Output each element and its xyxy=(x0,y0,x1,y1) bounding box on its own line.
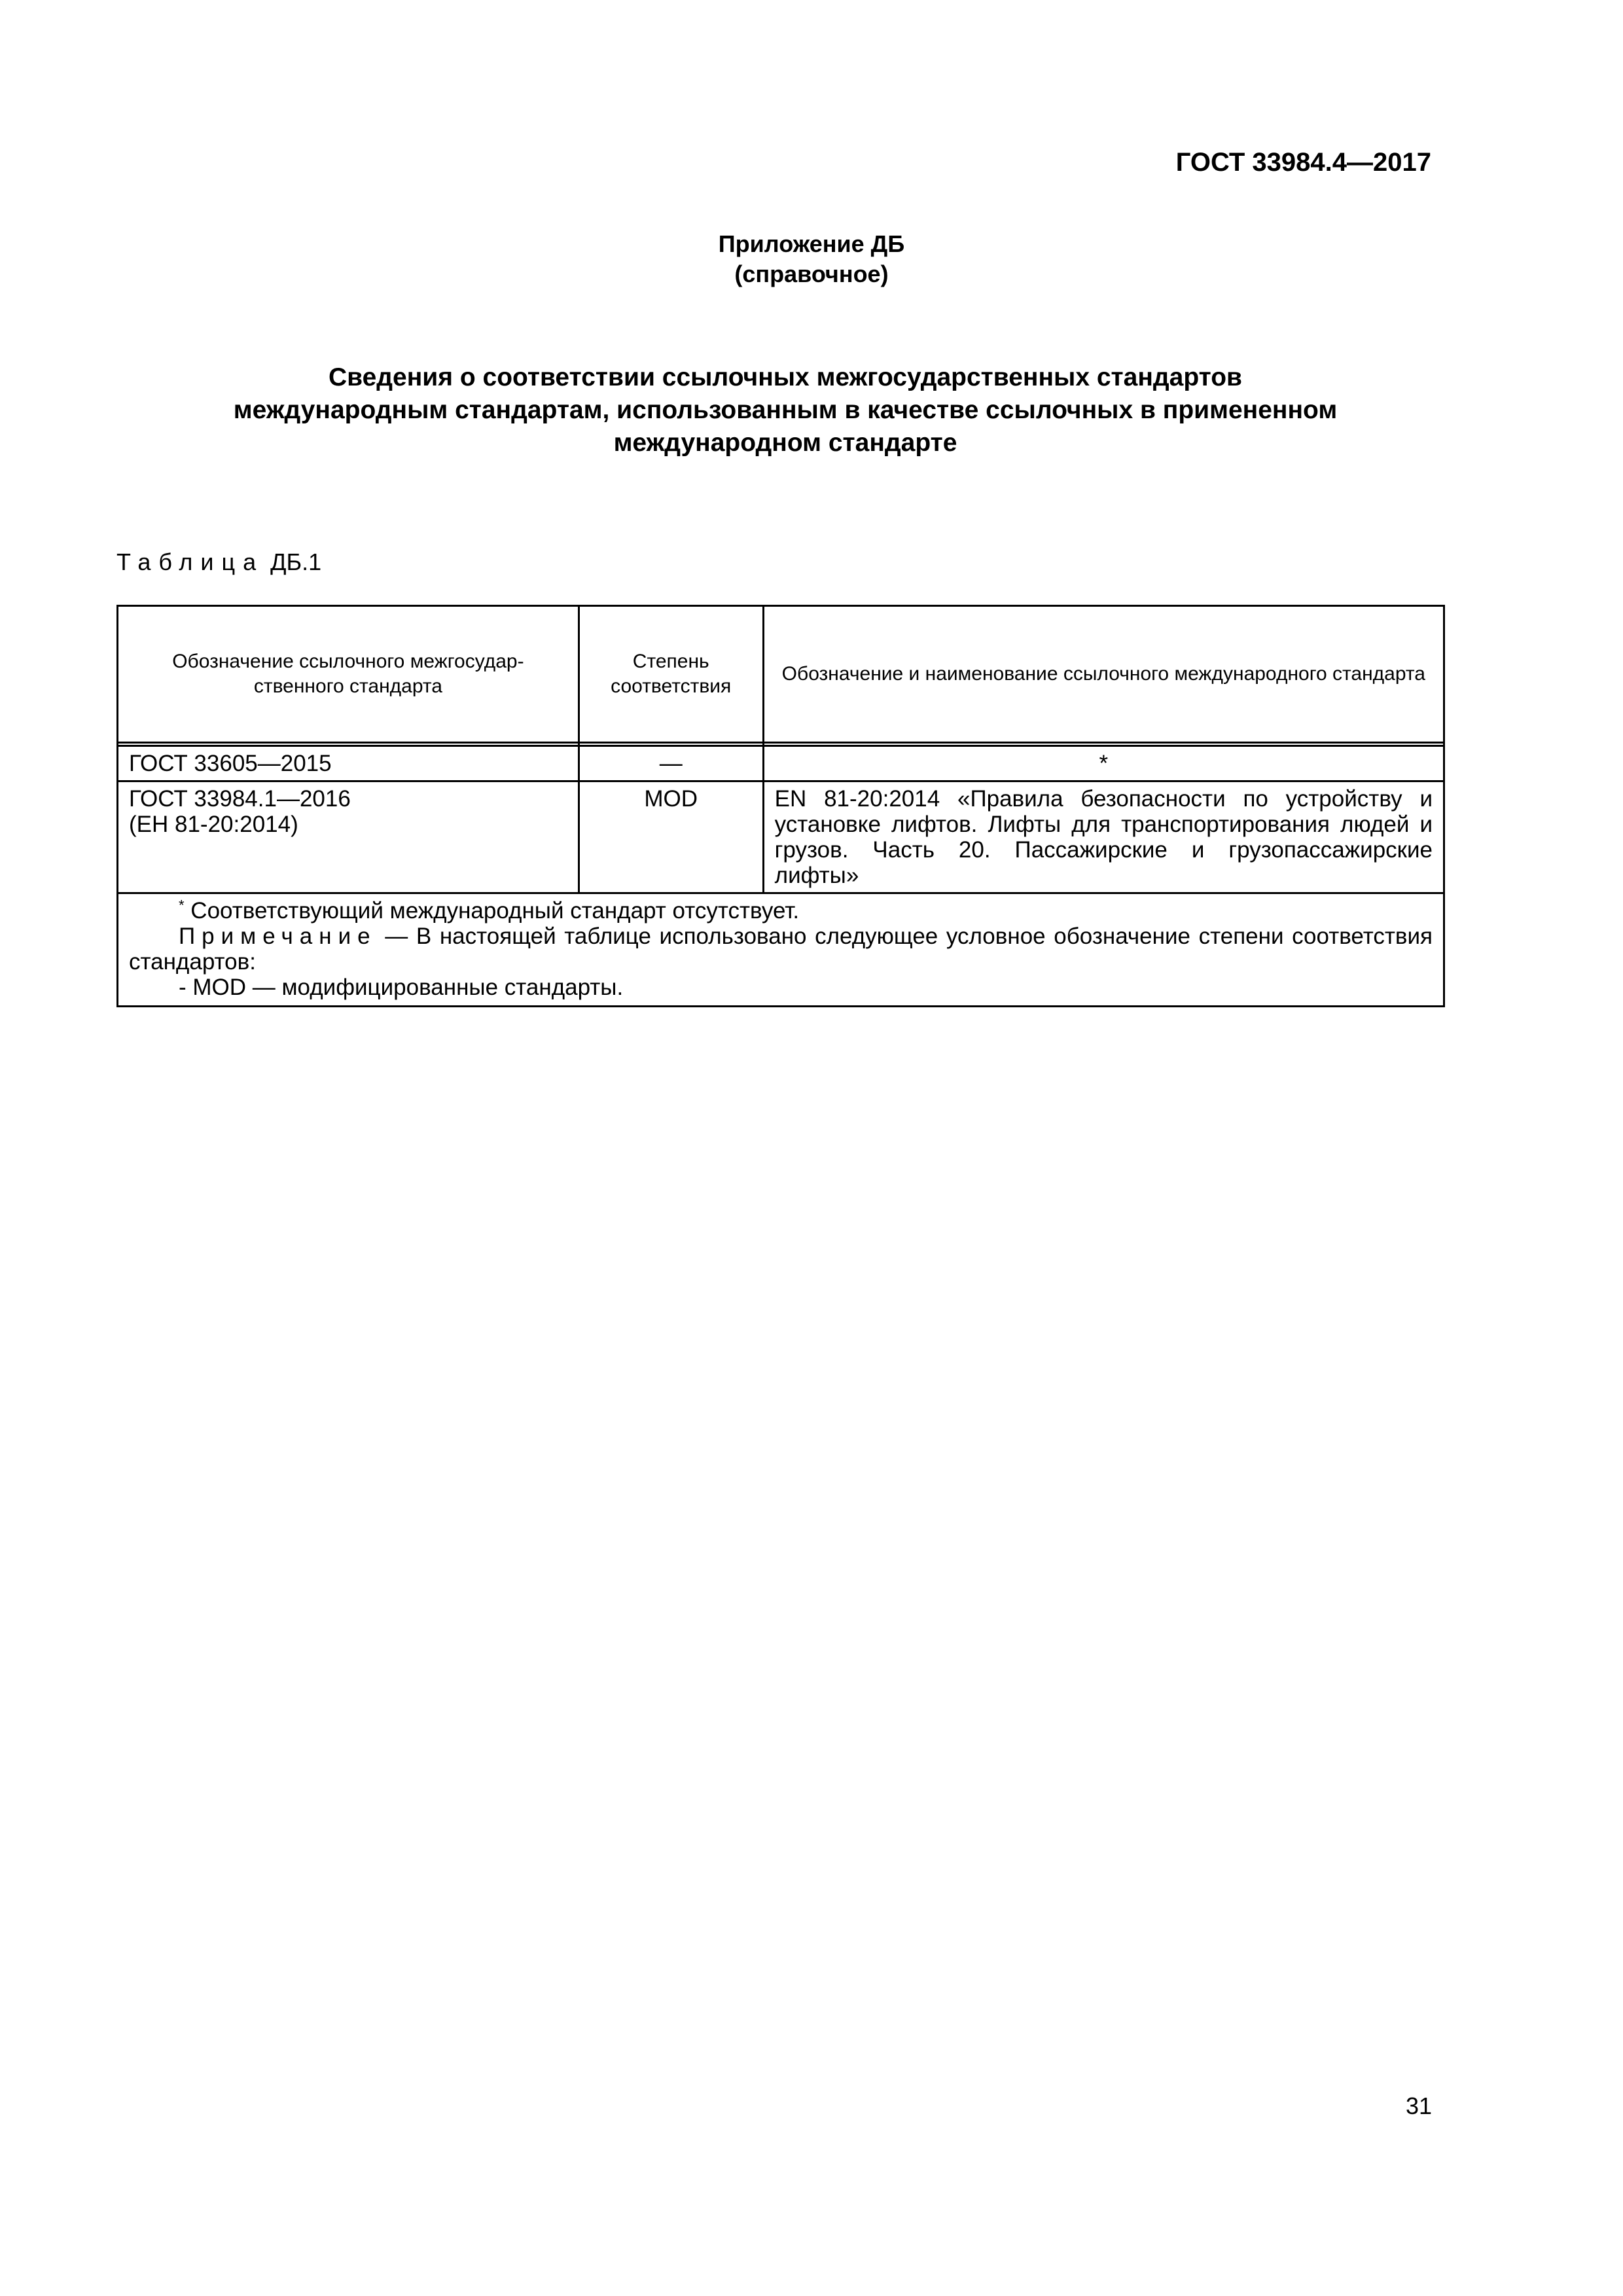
table-caption xyxy=(116,548,321,576)
page-number: 31 xyxy=(1405,2092,1432,2119)
cell-designation xyxy=(118,746,579,781)
designation-equivalent: (ЕН 81-20:2014) xyxy=(129,812,298,837)
table-row xyxy=(118,746,1444,781)
appendix-label: Приложение ДБ xyxy=(718,230,905,257)
footnote-cell xyxy=(118,893,1444,1007)
header-designation: Обозначение ссылочного межгосудар-ственного стандарта xyxy=(118,606,579,743)
note-item: - MOD — модифицированные стандарты. xyxy=(179,975,624,1000)
note-text: — В настоящей таблице использовано следующее условное обозначение степени соответствия стандартов: xyxy=(129,924,1433,975)
table-caption-word: Таблица xyxy=(116,548,264,575)
cell-degree: MOD xyxy=(579,781,763,893)
cell-international: * xyxy=(763,746,1444,781)
footnote-text: Соответствующий международный стандарт отсутствует. xyxy=(190,898,800,924)
section-title xyxy=(131,361,1440,459)
section-title-line: международным стандартам, использованным в качестве ссылочных в примененном xyxy=(233,396,1338,424)
header-international: Обозначение и наименование ссылочного международного стандарта xyxy=(763,606,1444,743)
section-title-line: международном стандарте xyxy=(613,429,957,457)
cell-designation xyxy=(118,781,579,893)
note-label: Примечание xyxy=(179,924,377,949)
cell-international: EN 81-20:2014 «Правила безопасности по устройству и установке лифтов. Лифты для транспортирования людей и грузов. Часть 20. Пассажирские и грузопассажирские лифты» xyxy=(763,781,1444,893)
table-caption-id: ДБ.1 xyxy=(270,548,322,575)
table-footnote-row xyxy=(118,893,1444,1007)
reference-table xyxy=(116,605,1445,1007)
header-degree: Степень соответствия xyxy=(579,606,763,743)
cell-degree: — xyxy=(579,746,763,781)
designation-code: ГОСТ 33984.1—2016 xyxy=(129,786,351,812)
section-title-line: Сведения о соответствии ссылочных межгосударственных стандартов xyxy=(328,363,1243,391)
designation-code: ГОСТ 33605—2015 xyxy=(129,751,332,776)
footnote xyxy=(129,898,1433,924)
footnote-mark: * xyxy=(179,897,185,914)
table-row xyxy=(118,781,1444,893)
document-code: ГОСТ 33984.4—2017 xyxy=(1175,148,1431,177)
appendix-heading xyxy=(0,229,1623,289)
appendix-type: (справочное) xyxy=(734,260,889,287)
table-note xyxy=(129,924,1433,975)
table-header-row xyxy=(118,606,1444,743)
